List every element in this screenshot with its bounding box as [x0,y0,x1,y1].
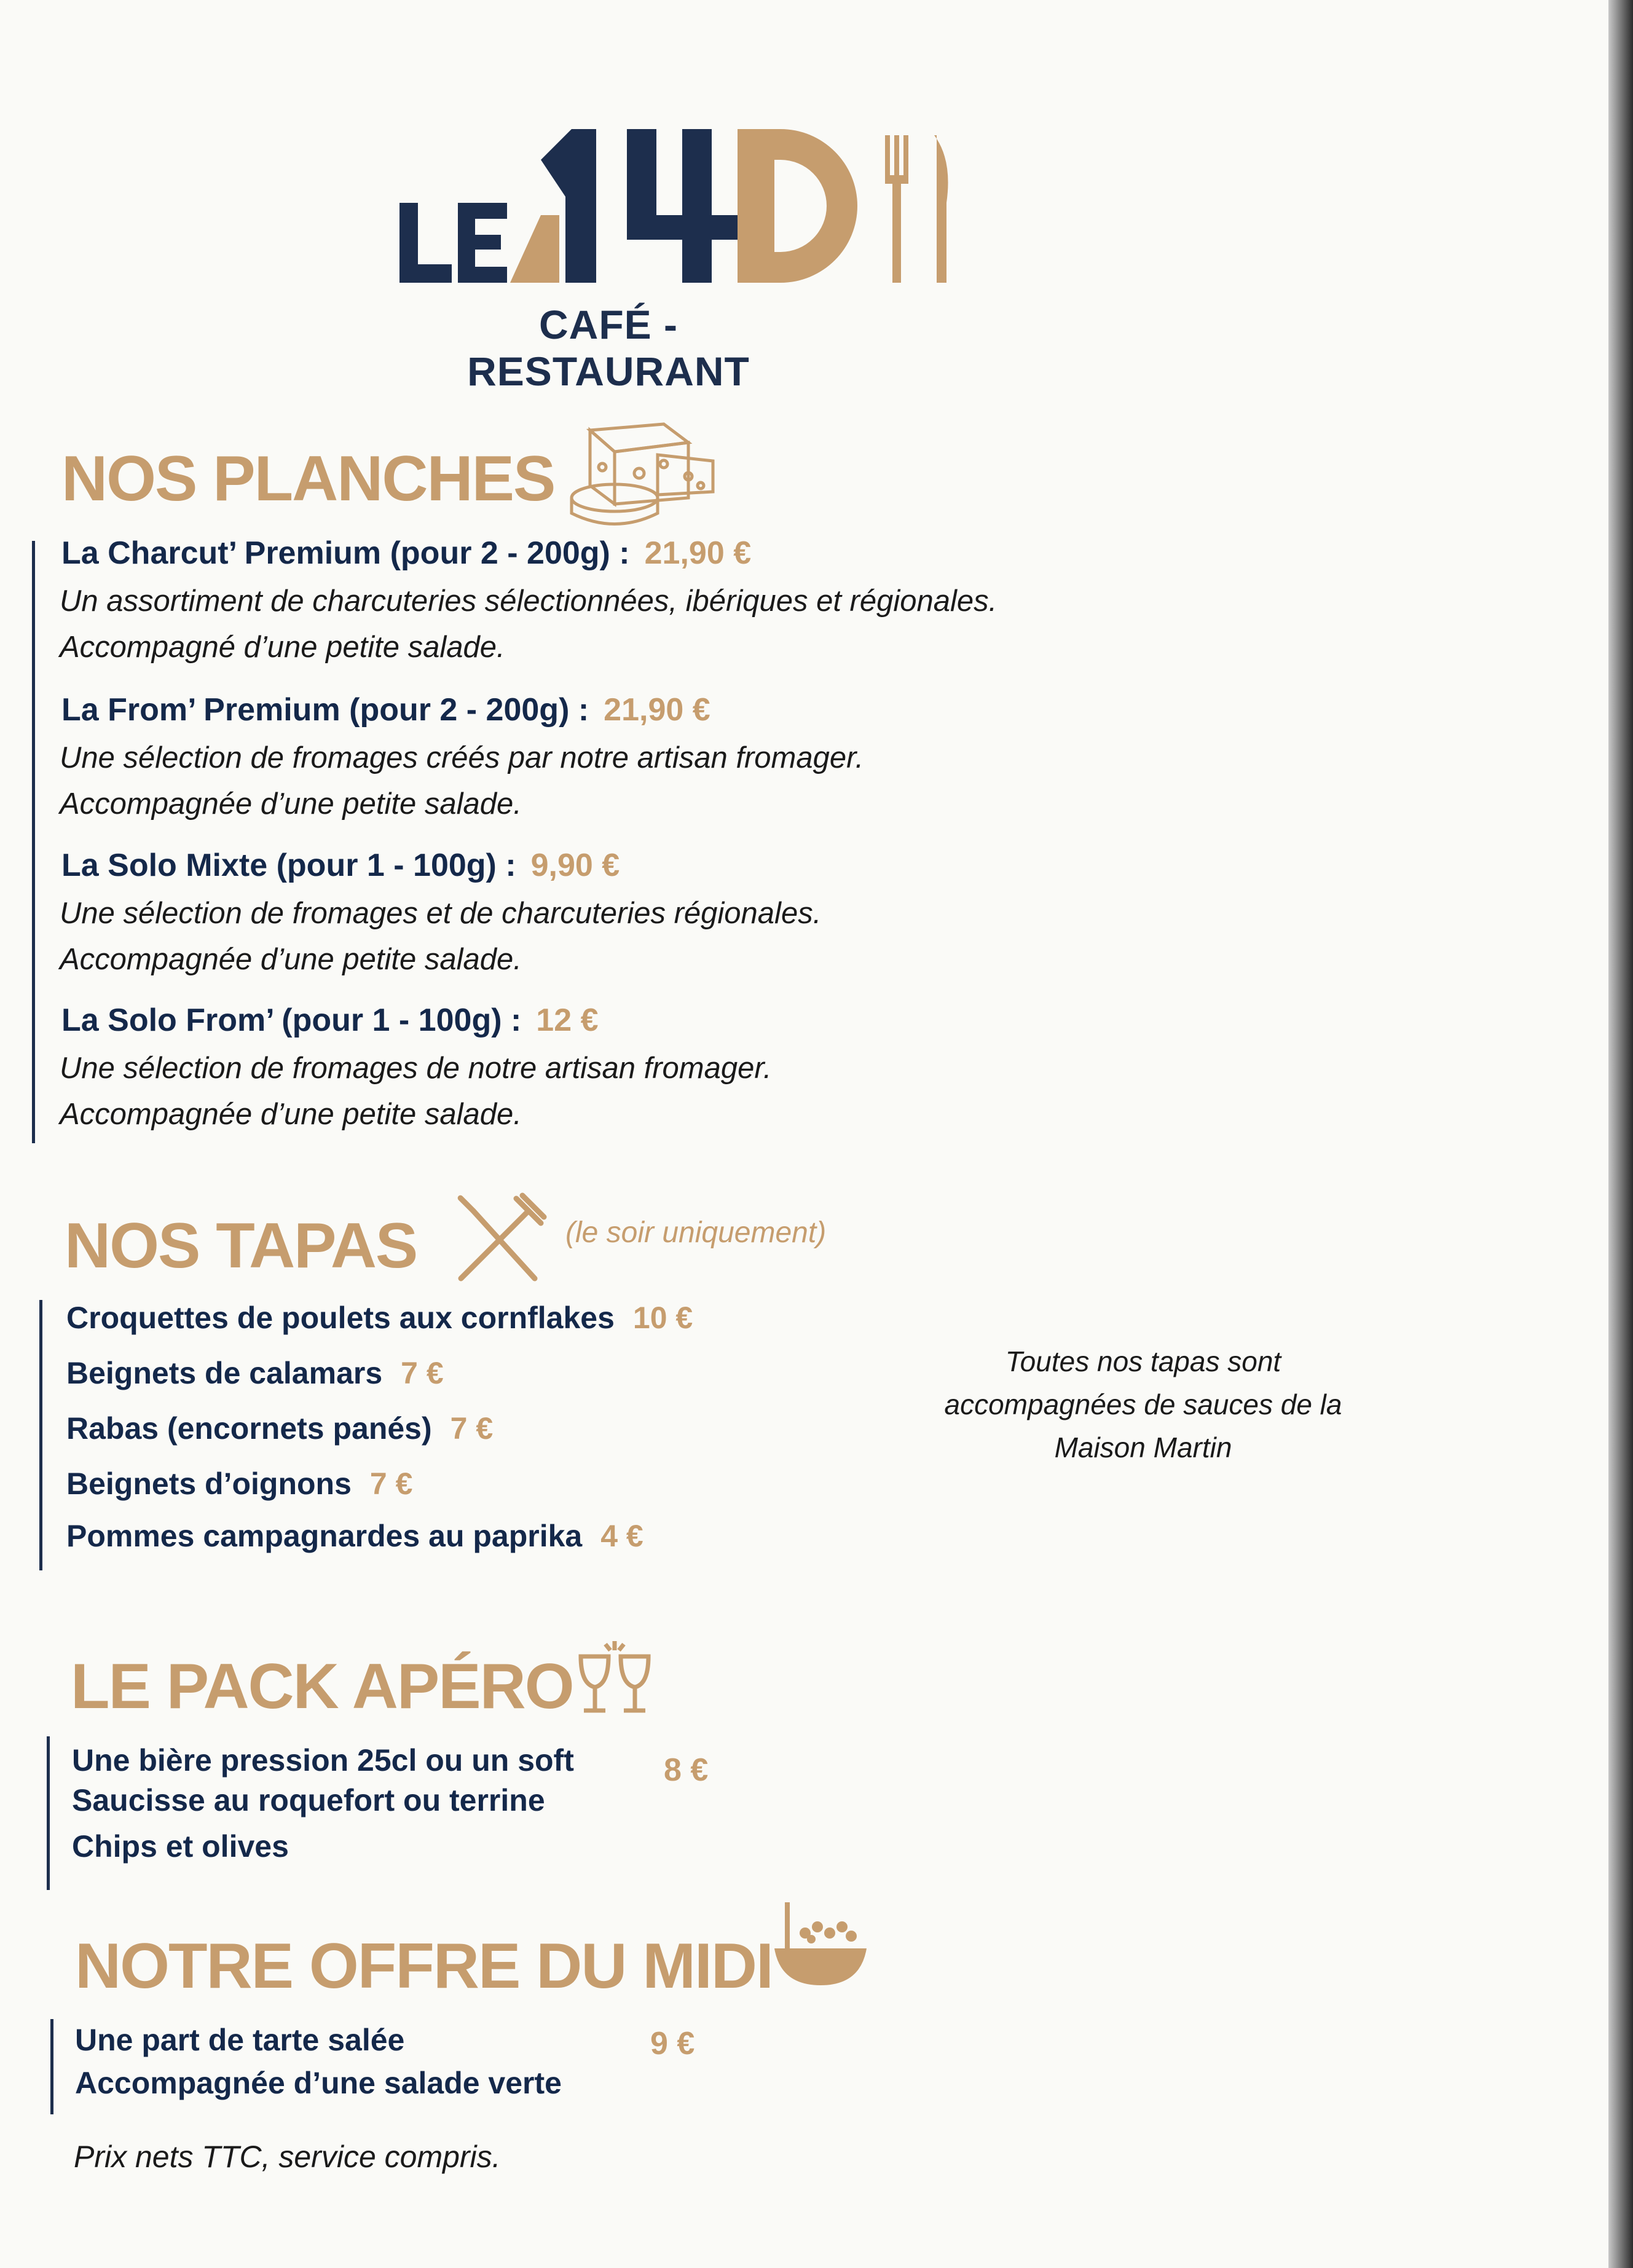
planche-item-desc: Accompagnée d’une petite salade. [60,943,522,976]
tapa-item-name: Rabas (encornets panés) [66,1411,432,1446]
tapa-item-price: 10 € [632,1301,693,1335]
tapas-rule [39,1300,42,1570]
tapa-item [66,1300,693,1336]
section-title-tapas: NOS TAPAS [65,1210,417,1282]
sauce-note-line: accompagnées de sauces de la [944,1388,1342,1420]
planche-item-desc: Un assortiment de charcuteries sélectionnées, ibériques et régionales. [60,585,998,618]
section-title-planches: NOS PLANCHES [61,443,555,514]
cheese-icon [565,418,719,529]
pack-line: Saucisse au roquefort ou terrine [72,1783,545,1817]
planche-item-desc: Accompagné d’une petite salade. [60,631,505,664]
planche-item-title [61,1002,599,1039]
midi-line: Accompagnée d’une salade verte [75,2066,562,2100]
tapa-item-name: Pommes campagnardes au paprika [66,1519,583,1553]
planche-item-name: La Solo Mixte (pour 1 - 100g) : [61,848,516,883]
footer-note: Prix nets TTC, service compris. [74,2140,501,2174]
tapa-item-name: Beignets de calamars [66,1356,383,1390]
tapas-evening-note: (le soir uniquement) [565,1216,827,1249]
planche-item-desc: Accompagnée d’une petite salade. [60,787,522,821]
section-title-pack: LE PACK APÉRO [71,1651,573,1722]
logo-mark-icon [393,123,971,289]
midi-line: Une part de tarte salée [75,2023,405,2057]
tapa-item [66,1411,493,1446]
planches-rule [32,541,35,1143]
brand-subtitle: CAFÉ - RESTAURANT [467,302,750,394]
tapa-item-price: 4 € [600,1519,643,1553]
tapa-item [66,1518,643,1554]
section-title-midi: NOTRE OFFRE DU MIDI [75,1931,773,2002]
planche-item-name: La Solo From’ (pour 1 - 100g) : [61,1002,522,1038]
planche-item-price: 9,90 € [530,848,620,883]
tapa-item-price: 7 € [401,1356,444,1390]
bowl-icon [771,1899,870,1991]
planche-item-title [61,847,620,884]
midi-price: 9 € [650,2026,695,2061]
planche-item-price: 12 € [536,1002,599,1038]
planche-item-price: 21,90 € [644,535,752,571]
page-edge-shadow [1608,0,1633,2268]
sauce-note-line: Maison Martin [1054,1431,1232,1463]
planche-item-desc: Une sélection de fromages et de charcuteries régionales. [60,897,822,930]
fork-knife-icon [449,1192,547,1285]
planche-item-desc: Une sélection de fromages créés par notre artisan fromager. [60,741,864,774]
brand-logo [393,123,971,394]
tapa-item-price: 7 € [450,1411,494,1446]
planche-item-name: La Charcut’ Premium (pour 2 - 200g) : [61,535,630,571]
pack-rule [47,1736,50,1890]
pack-line: Une bière pression 25cl ou un soft [72,1743,574,1778]
planche-item-price: 21,90 € [604,692,710,728]
planche-item-title [61,691,710,728]
planche-item-name: La From’ Premium (pour 2 - 200g) : [61,692,589,728]
tapa-item-name: Croquettes de poulets aux cornflakes [66,1301,615,1335]
tapa-item-name: Beignets d’oignons [66,1467,352,1501]
midi-rule [50,2019,53,2114]
tapa-item [66,1355,444,1391]
sauce-note-line: Toutes nos tapas sont [1005,1345,1281,1377]
tapas-sauce-note [903,1340,1383,1469]
tapa-item-price: 7 € [369,1467,413,1501]
planche-item-title [61,535,751,572]
pack-line: Chips et olives [72,1829,289,1864]
tapa-item [66,1466,412,1502]
pack-price: 8 € [664,1752,709,1788]
planche-item-desc: Accompagnée d’une petite salade. [60,1098,522,1131]
planche-item-desc: Une sélection de fromages de notre artisan fromager. [60,1052,772,1085]
wine-glasses-icon [575,1638,655,1718]
